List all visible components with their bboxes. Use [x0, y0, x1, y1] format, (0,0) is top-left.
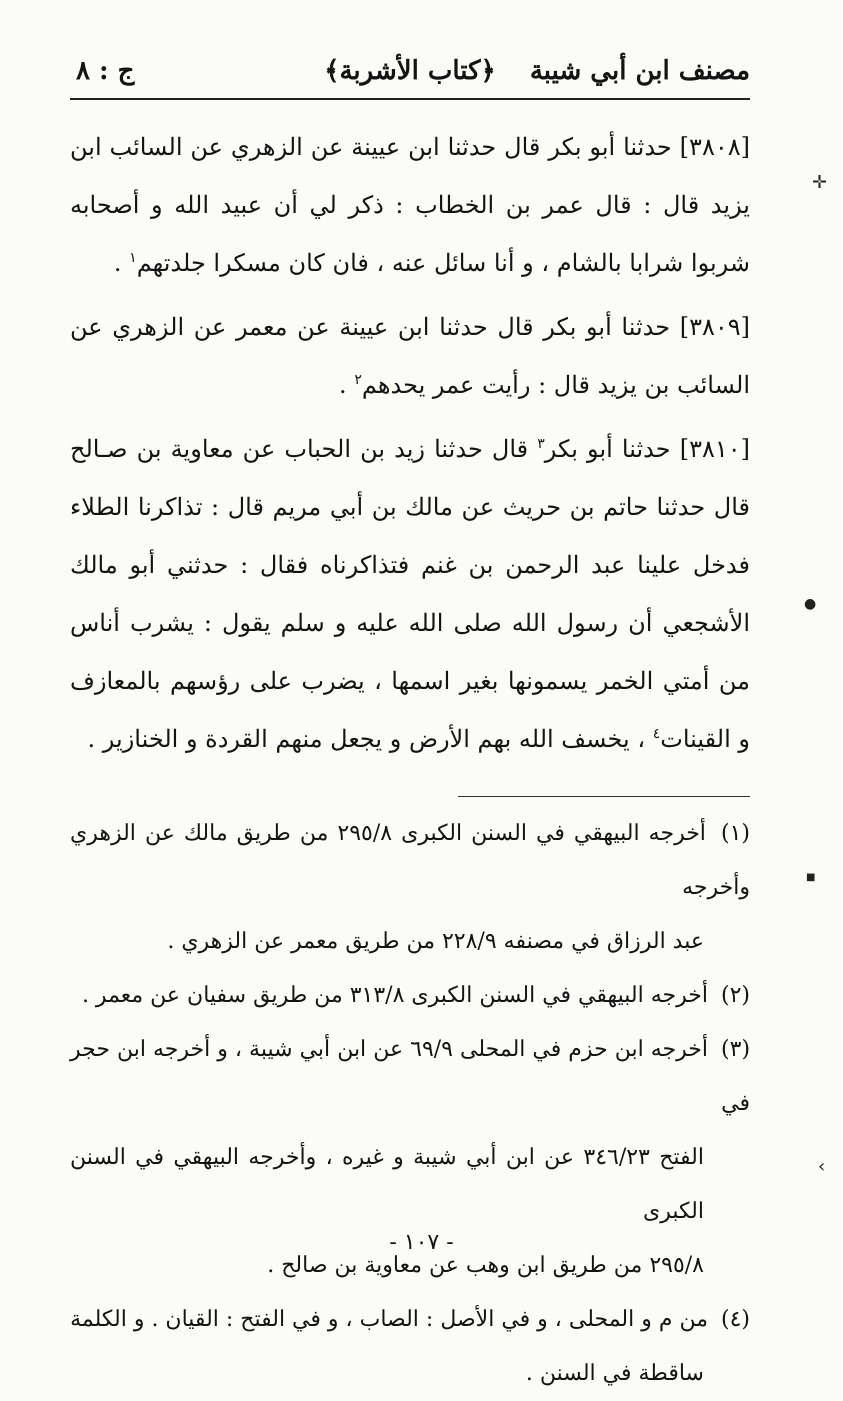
book-title: مصنف ابن أبي شيبة	[529, 56, 750, 86]
running-header	[70, 50, 750, 100]
hadith-number: [٣٨١٠]	[679, 435, 750, 463]
footnote-number: (٤)	[720, 1307, 750, 1332]
footnote-text: الفتح ٣٤٦/٢٣ عن ابن أبي شيبة و غيره ، وأخرجه البيهقي في السنن الكبرى	[70, 1145, 704, 1224]
page-number: - ١٠٧ -	[389, 1230, 454, 1255]
hadith-end: .	[339, 371, 355, 399]
crosshair-mark-icon: ✛	[812, 172, 828, 193]
hadith-3808	[70, 118, 750, 292]
hadith-3809	[70, 298, 750, 414]
footnote-number: (١)	[720, 821, 750, 846]
footnote-text: ساقطة في السنن .	[525, 1361, 704, 1386]
footnote-divider	[458, 796, 750, 797]
hadith-text: حدثنا أبو بكر	[544, 435, 671, 463]
footnote-ref[interactable]: ٤	[652, 726, 661, 742]
footnote-number: (٣)	[721, 1037, 751, 1062]
footnote-text: عبد الرزاق في مصنفه ٢٢٨/٩ من طريق معمر عن الزهري .	[167, 929, 704, 954]
footnote-text: أخرجه البيهقي في السنن الكبرى ٣١٣/٨ من طريق سفيان عن معمر .	[81, 983, 708, 1008]
footnote-2	[70, 969, 750, 1023]
footnote-ref[interactable]: ٣	[537, 436, 545, 452]
volume-number: ج : ٨	[76, 56, 135, 86]
footnotes	[70, 807, 750, 1401]
hadith-text: حدثنا أبو بكر قال حدثنا ابن عيينة عن الزهري عن السائب ابن يزيد قال : قال عمر بن الخطاب : ذكر لي أن عبيد الله و أصحابه شربوا شرابا بالشام ، و أنا سائل عنه ، فان كان مسكرا جلدتهم	[70, 133, 750, 277]
footnote-number: (٢)	[720, 983, 750, 1008]
hadith-3810	[70, 420, 750, 768]
footnote-text: من م و المحلى ، و في الأصل : الصاب ، و في الفتح : القيان . و الكلمة	[70, 1307, 708, 1332]
footnote-ref[interactable]: ٢	[354, 372, 362, 388]
footnote-text: أخرجه البيهقي في السنن الكبرى ٢٩٥/٨ من طريق مالك عن الزهري وأخرجه	[70, 821, 750, 900]
dot-mark-icon: ■	[806, 872, 816, 883]
footnote-4	[70, 1293, 750, 1401]
hadith-text-continued: قال حدثنا زيد بن الحباب عن معاوية بن صـالح قال حدثنا حاتم بن حريث عن مالك بن أبي مريم قال : تذاكرنا الطلاء فدخل علينا عبد الرحمن بن غنم فتذاكرناه فقال : حدثني أبو مالك الأشجعي أن رسول الله صلى الله عليه و سلم يقول : يشرب أناس من أمتي الخمر يسمونها بغير اسمها ، يضرب على رؤسهم بالمعازف و القينات	[70, 435, 750, 753]
footnote-text: أخرجه ابن حزم في المحلى ٦٩/٩ عن ابن أبي شيبة ، و أخرجه ابن حجر في	[70, 1037, 750, 1116]
hadith-text: حدثنا أبو بكر قال حدثنا ابن عيينة عن معمر عن الزهري عن السائب بن يزيد قال : رأيت عمر يحدهم	[70, 313, 750, 399]
main-text	[70, 118, 750, 768]
hadith-number: [٣٨٠٨]	[679, 133, 750, 161]
footnote-text: ٢٩٥/٨ من طريق ابن وهب عن معاوية بن صالح .	[267, 1253, 704, 1278]
chapter-title: ﴿كتاب الأشربة﴾	[324, 56, 496, 86]
footnote-1	[70, 807, 750, 969]
document-page	[70, 50, 750, 1401]
dot-mark-icon: ●	[804, 596, 817, 612]
hadith-text-end: ، يخسف الله بهم الأرض و يجعل منهم القردة و الخنازير .	[87, 725, 653, 753]
hadith-number: [٣٨٠٩]	[679, 313, 750, 341]
footnote-ref[interactable]: ١	[129, 250, 137, 266]
arrow-mark-icon: ‹	[818, 1156, 826, 1177]
hadith-end: .	[113, 249, 130, 277]
